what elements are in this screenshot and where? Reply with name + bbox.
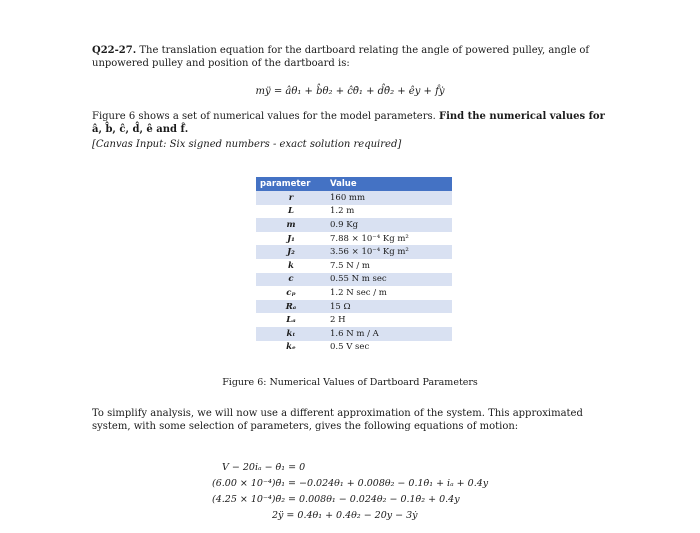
table-row [256,218,452,232]
param-cell: m [256,218,326,232]
value-cell: 3.56 × 10⁻⁴ Kg m² [326,245,452,259]
table-row [256,341,452,355]
value-cell: 0.5 V sec [326,341,452,355]
value-cell: 1.6 N m / A [326,327,452,341]
table-row [256,205,452,219]
value-cell: 15 Ω [326,300,452,314]
equation-2: (6.00 × 10⁻⁴)θ̈₁ = −0.024θ₁ + 0.008θ₂ − 0.1θ̇₁ + iₐ + 0.4y [212,478,489,489]
param-cell: k [256,259,326,273]
equations-of-motion [212,462,488,526]
intro-text: The translation equation for the dartboard relating the angle of powered pulley, angle of unpowered pulley and position of the dartboard is: [92,45,590,69]
value-cell: 160 mm [326,191,452,205]
header-value: Value [326,177,452,191]
value-cell: 2 H [326,313,452,327]
table-row [256,327,452,341]
param-cell: r [256,191,326,205]
figure-ref-text: Figure 6 shows a set of numerical values for the model parameters. [92,111,436,122]
table-header-row [256,177,452,191]
value-cell: 0.55 N m sec [326,273,452,287]
table-row [256,286,452,300]
figure-caption: Figure 6: Numerical Values of Dartboard Parameters [222,377,478,388]
param-cell: J₁ [256,232,326,246]
param-cell: L [256,205,326,219]
param-cell: Rₐ [256,300,326,314]
param-cell: Lₐ [256,313,326,327]
value-cell: 0.9 Kg [326,218,452,232]
equation-3: (4.25 × 10⁻⁴)θ̈₂ = 0.008θ₁ − 0.024θ₂ − 0.1θ̇₂ + 0.4y [212,494,460,505]
question-label: Q22-27. [92,45,137,56]
main-equation: mÿ = âθ₁ + b̂θ₂ + ĉθ̇₁ + d̂θ̇₂ + êy + f̂ẏ [255,86,445,97]
header-parameter: parameter [256,177,326,191]
figure-paragraph [92,110,610,136]
param-cell: J₂ [256,245,326,259]
param-cell: kₜ [256,327,326,341]
value-cell: 1.2 m [326,205,452,219]
table-row [256,300,452,314]
table-row [256,232,452,246]
equation-1: V − 20iₐ − θ̇₁ = 0 [222,462,306,473]
question-intro [92,44,610,70]
table-row [256,273,452,287]
value-cell: 7.5 N / m [326,259,452,273]
param-cell: kₑ [256,341,326,355]
canvas-note: [Canvas Input: Six signed numbers - exact solution required] [92,139,402,150]
table-row [256,313,452,327]
table-row [256,259,452,273]
table-row [256,191,452,205]
value-cell: 1.2 N sec / m [326,286,452,300]
table-row [256,245,452,259]
equation-4: 2ÿ = 0.4θ₁ + 0.4θ₂ − 20y − 3ẏ [272,510,418,521]
param-cell: c [256,273,326,287]
param-cell: cₚ [256,286,326,300]
simplify-paragraph: To simplify analysis, we will now use a different approximation of the system. This approximated system, with some selection of parameters, gives the following equations of motion: [92,408,583,432]
task-text: Find the numerical values for â, b̂, ĉ, d̂, ê and f̂. [92,111,605,135]
value-cell: 7.88 × 10⁻⁴ Kg m² [326,232,452,246]
parameter-table [256,177,452,354]
